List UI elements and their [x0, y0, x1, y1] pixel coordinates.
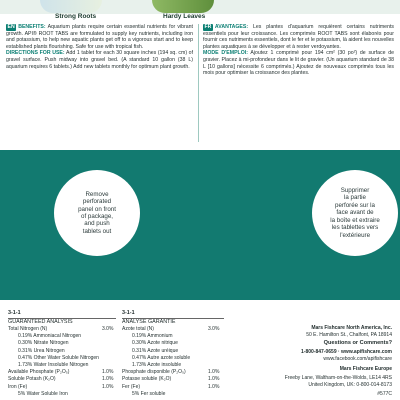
analysis-row-label: 0.19% Ammoniacal Nitrogen: [18, 333, 82, 340]
facebook-link[interactable]: www.facebook.com/apifishcare: [323, 356, 392, 362]
analysis-row-label: 0.19% Ammonium: [132, 333, 173, 340]
benefits-label: BENEFITS:: [18, 24, 46, 30]
plant-roots-thumbnail: [40, 0, 102, 13]
analysis-row-label: Potasse soluble (K₂O): [122, 376, 172, 383]
company-address-eu: Freeby Lane, Waltham-on-the-Wolds, LE14 4RS: [284, 375, 392, 381]
remove-panel-circle-en[interactable]: Remove perforated panel on front of package, and push tablets out: [54, 170, 140, 256]
analysis-row-label: 1.73% Water Insoluble Nitrogen: [18, 362, 89, 368]
top-image-strip: [0, 0, 400, 14]
ratio-fr: 3-1-1: [122, 310, 135, 316]
french-instructions-panel: [203, 24, 394, 142]
analyse-garantie-title: ANALYSE GARANTIE: [122, 319, 176, 325]
english-instructions-panel: [6, 24, 193, 142]
analysis-row-value: 1.0%: [208, 383, 220, 390]
analysis-rule-en: [8, 318, 116, 319]
analysis-row-label: 0.47% Autre azote soluble: [132, 354, 191, 361]
analysis-row-value: 1.0%: [102, 376, 114, 383]
caption-hardy-leaves: Hardy Leaves: [163, 13, 206, 20]
analysis-rule-fr: [122, 318, 224, 319]
directions-text: Add 1 tablet for each 30 square inches (194 sq. cm) of gravel surface. Push midway into gravel bed. (A standard 10 gallon (38 L) aquarium requires 6 tablets.) Add new tablets monthly for optimum plant growth.: [6, 50, 193, 70]
panel-divider: [198, 24, 199, 142]
caption-strong-roots: Strong Roots: [55, 13, 97, 20]
analysis-row-label: Soluble Potash (K₂O): [8, 376, 56, 383]
mode-emploi-text: Ajoutez 1 comprimé pour 194 cm² (30 po²) de surface de gravier. Placez à mi-profondeur dans le lit de gravier. (Un aquarium standard de 38 L [10 gallons] nécessite 6 comprimés.) Ajoutez de nouveaux comprimés tous les mois pour optimiser la croissance des plantes.: [203, 50, 394, 77]
contact-phone-website[interactable]: 1-800-847-0659 · www.apifishcare.com: [301, 349, 392, 355]
plant-leaves-thumbnail: [152, 0, 214, 13]
analysis-row-value: 1.0%: [102, 369, 114, 376]
analysis-row-label: 5% Fer soluble: [132, 390, 166, 397]
analysis-row-label: Iron (Fe): [8, 383, 28, 390]
mode-emploi-label: MODE D'EMPLOI:: [203, 50, 248, 57]
analysis-row-label: Total Nitrogen (N): [8, 326, 48, 332]
language-tag-en: EN: [7, 24, 15, 30]
analysis-row-label: 0.31% Urea Nitrogen: [18, 347, 65, 354]
avantages-label: AVANTAGES:: [214, 24, 249, 30]
analysis-row-label: 0.31% Azote uréique: [132, 347, 179, 354]
analysis-row-label: 0.30% Azote nitrique: [132, 340, 178, 347]
company-address-na: 50 E. Hamilton St., Chalfont, PA 18914: [306, 332, 392, 338]
ratio-en: 3-1-1: [8, 310, 21, 316]
analysis-row-label: 0.47% Other Water Soluble Nitrogen: [18, 354, 99, 361]
avantages-text: Les plantes d'aquarium requièrent certains nutriments essentiels pour leur croissance. Les comprimés ROOT TABS sont élaborés pour fournir ces nutriments essentiels, dont le fer et le potassium, là aident les nouvelles plantes aquatiques à se développer et à rester verdoyantes.: [203, 24, 394, 50]
analysis-row-value: 1.0%: [102, 383, 114, 390]
company-name-na: Mars Fishcare North America, Inc.: [311, 325, 392, 331]
analysis-row-value: 1.0%: [208, 369, 220, 376]
analysis-row-label: Available Phosphate (P₂O₅): [8, 369, 70, 376]
analysis-row-label: Fer (Fe): [122, 383, 141, 390]
analysis-row-label: 0.30% Nitrate Nitrogen: [18, 340, 69, 347]
remove-panel-circle-fr[interactable]: Supprimer la partie perforée sur la face avant de la boîte et extraire les tablettes vers l'extérieure: [312, 170, 398, 256]
company-address-eu-line2: United Kingdom, UK: 0-800-014-8173: [308, 382, 392, 388]
language-tag-fr: FR: [204, 24, 212, 30]
directions-label: DIRECTIONS FOR USE:: [6, 50, 65, 57]
analysis-row-value: 3.0%: [102, 326, 114, 332]
questions-heading: Questions or Comments?: [323, 340, 392, 346]
analysis-row-label: 1.73% Azote insoluble: [132, 362, 182, 368]
analysis-row-value: 3.0%: [208, 326, 220, 332]
company-name-eu: Mars Fishcare Europe: [339, 366, 392, 372]
analysis-row-label: Phosphate disponible (P₂O₅): [122, 369, 186, 376]
analysis-row-value: 1.0%: [208, 376, 220, 383]
guaranteed-analysis-title: GUARANTEED ANALYSIS: [8, 319, 73, 325]
analysis-row-label: 5% Water Soluble Iron: [18, 390, 68, 397]
benefits-text: Aquarium plants require certain essential nutrients for vibrant growth. API® ROOT TABS are formulated to supply key nutrients, including iron and potassium, to help new aquatic plants get off to a vigorous start and to keep established plants flourishing. Safe for use with tropical fish.: [6, 24, 193, 50]
product-code: #577C: [377, 391, 392, 397]
analysis-row-label: Azote total (N): [122, 326, 154, 332]
